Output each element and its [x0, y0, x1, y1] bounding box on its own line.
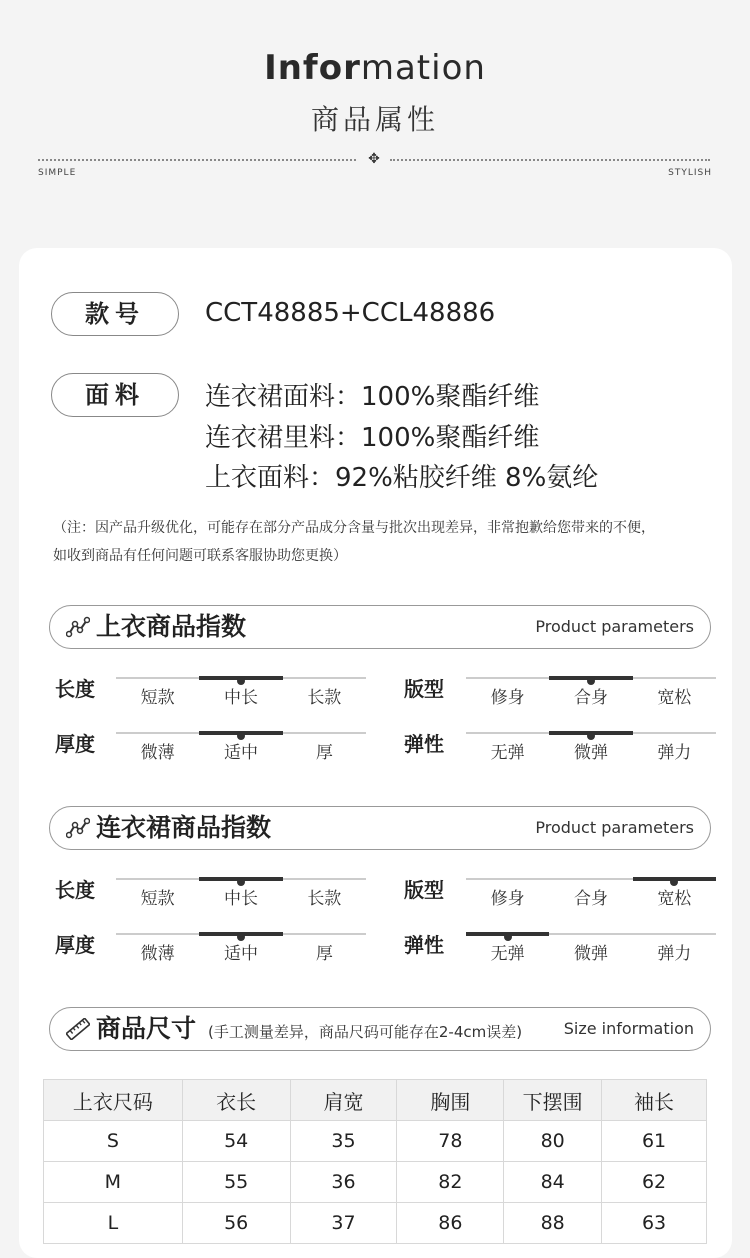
header-cell: 衣长	[182, 1080, 290, 1121]
top-params-header	[49, 605, 711, 649]
section-title: 上衣商品指数	[96, 612, 247, 641]
rating-scale	[466, 677, 716, 707]
scale-option: 修身	[490, 688, 525, 708]
rating-label: 版型	[404, 878, 444, 902]
scale-selected-marker	[633, 877, 716, 881]
table-cell: L	[44, 1203, 183, 1244]
section-subtitle-en: Product parameters	[535, 818, 694, 837]
stylish-tag: STYLISH	[668, 168, 712, 178]
scale-option: 弹力	[657, 743, 692, 763]
scale-option: 厚	[315, 944, 333, 964]
trend-line-icon	[66, 616, 90, 638]
scale-option: 合身	[573, 688, 608, 708]
scale-selected-marker	[199, 877, 282, 881]
scale-selected-marker	[466, 932, 549, 936]
table-cell: 35	[290, 1121, 397, 1162]
size-title: 商品尺寸	[96, 1014, 197, 1043]
notice-line: 如收到商品有任何问题可联系客服协助您更换）	[53, 548, 347, 564]
header-cell: 胸围	[397, 1080, 504, 1121]
scale-option: 微薄	[140, 944, 175, 964]
table-cell: 36	[290, 1162, 397, 1203]
notice-text	[53, 514, 713, 570]
scale-option: 微薄	[140, 743, 175, 763]
table-row	[44, 1121, 707, 1162]
section-subtitle-en: Size information	[563, 1019, 694, 1038]
scale-option: 长款	[307, 688, 342, 708]
scale-option: 长款	[307, 889, 342, 909]
trend-line-icon	[66, 817, 90, 839]
section-title: 连衣裙商品指数	[96, 813, 272, 842]
rating-scale	[116, 677, 366, 707]
scale-option: 宽松	[657, 889, 692, 909]
dress-params-header	[49, 806, 711, 850]
header-cell: 上衣尺码	[44, 1080, 183, 1121]
rating-scale	[116, 933, 366, 963]
scale-option: 无弹	[490, 944, 525, 964]
rating-label: 长度	[55, 677, 95, 701]
table-cell: 55	[182, 1162, 290, 1203]
table-cell: 61	[602, 1121, 707, 1162]
header-cell: 肩宽	[290, 1080, 397, 1121]
rating-scale	[116, 732, 366, 762]
rating-scale	[466, 933, 716, 963]
style-number-label: 款号	[51, 292, 179, 336]
scale-option: 合身	[573, 889, 608, 909]
scale-option: 中长	[223, 688, 258, 708]
scale-selected-marker	[549, 676, 632, 680]
fabric-line: 上衣面料：92%粘胶纤维 8%氨纶	[205, 463, 599, 493]
scale-selected-marker	[199, 731, 282, 735]
table-cell: 63	[602, 1203, 707, 1244]
header-cell: 袖长	[602, 1080, 707, 1121]
section-subtitle-en: Product parameters	[535, 617, 694, 636]
fabric-line: 连衣裙面料：100%聚酯纤维	[205, 382, 540, 412]
notice-line: （注：因产品升级优化，可能存在部分产品成分含量与批次出现差异，非常抱歉给您带来的不便，	[53, 520, 655, 536]
size-header	[49, 1007, 711, 1051]
rating-label: 厚度	[55, 732, 95, 756]
rating-label: 弹性	[404, 933, 444, 957]
scale-option: 微弹	[573, 743, 608, 763]
table-cell: 78	[397, 1121, 504, 1162]
simple-tag: SIMPLE	[38, 168, 77, 178]
scale-selected-marker	[199, 932, 282, 936]
table-row	[44, 1162, 707, 1203]
scale-option: 无弹	[490, 743, 525, 763]
table-cell: 82	[397, 1162, 504, 1203]
size-table	[43, 1079, 707, 1244]
table-cell: S	[44, 1121, 183, 1162]
rating-scale	[466, 732, 716, 762]
table-cell: 84	[504, 1162, 602, 1203]
table-header-row	[44, 1080, 707, 1121]
scale-selected-marker	[549, 731, 632, 735]
scale-selected-marker	[199, 676, 282, 680]
rating-scale	[466, 878, 716, 908]
scale-option: 宽松	[657, 688, 692, 708]
scale-option: 适中	[223, 944, 258, 964]
table-cell: 86	[397, 1203, 504, 1244]
section-title	[96, 1008, 522, 1053]
table-cell: 88	[504, 1203, 602, 1244]
cross-ornament-icon: ✥	[368, 151, 380, 167]
fabric-line: 连衣裙里料：100%聚酯纤维	[205, 423, 540, 453]
title-rest: mation	[360, 48, 486, 88]
style-number-value: CCT48885+CCL48886	[205, 298, 496, 328]
page-subtitle: 商品属性	[310, 103, 439, 136]
scale-option: 微弹	[573, 944, 608, 964]
scale-option: 弹力	[657, 944, 692, 964]
table-cell: 54	[182, 1121, 290, 1162]
table-row	[44, 1203, 707, 1244]
title-bold: Infor	[264, 48, 361, 88]
scale-option: 厚	[315, 743, 333, 763]
scale-option: 短款	[140, 688, 175, 708]
table-cell: 62	[602, 1162, 707, 1203]
header-cell: 下摆围	[504, 1080, 602, 1121]
size-note: (手工测量差异，商品尺码可能存在2-4cm误差)	[208, 1023, 523, 1041]
scale-option: 修身	[490, 889, 525, 909]
divider-right	[390, 159, 710, 161]
fabric-label: 面料	[51, 373, 179, 417]
table-cell: 56	[182, 1203, 290, 1244]
rating-label: 版型	[404, 677, 444, 701]
divider-left	[38, 159, 356, 161]
scale-option: 适中	[223, 743, 258, 763]
rating-label: 厚度	[55, 933, 95, 957]
scale-option: 中长	[223, 889, 258, 909]
rating-label: 长度	[55, 878, 95, 902]
scale-option: 短款	[140, 889, 175, 909]
table-cell: 37	[290, 1203, 397, 1244]
rating-label: 弹性	[404, 732, 444, 756]
table-cell: M	[44, 1162, 183, 1203]
page-title	[0, 48, 750, 88]
rating-scale	[116, 878, 366, 908]
table-cell: 80	[504, 1121, 602, 1162]
ruler-icon	[66, 1018, 90, 1040]
